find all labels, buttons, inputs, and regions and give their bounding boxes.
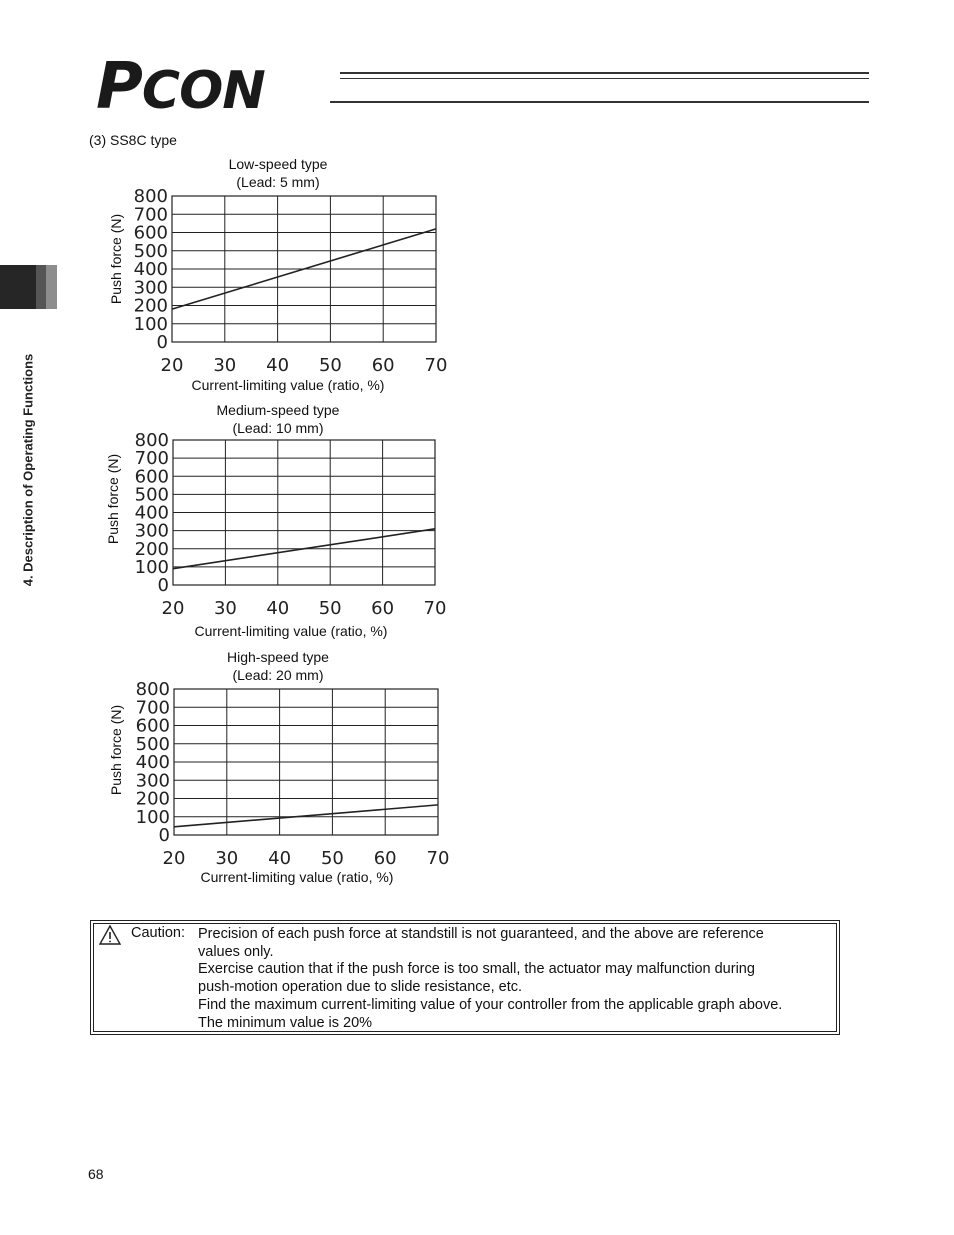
chart-xlabel: Current-limiting value (ratio, %): [194, 623, 388, 639]
caution-text-line: values only.: [198, 944, 274, 960]
y-tick-label: 700: [135, 697, 170, 719]
chapter-side-label: 4. Description of Operating Functions: [20, 353, 36, 587]
header-rule-top: [340, 72, 869, 74]
chart-title-line1: High-speed type: [227, 649, 329, 665]
y-tick-label: 800: [134, 430, 169, 451]
x-tick-label: 30: [213, 598, 237, 619]
header-rule-thin: [340, 78, 869, 79]
chart-xlabel: Current-limiting value (ratio, %): [191, 377, 385, 393]
x-tick-label: 50: [320, 848, 344, 869]
y-tick-label: 500: [135, 733, 170, 755]
chart-title-line2: (Lead: 20 mm): [232, 667, 324, 683]
logo-letter-p: P: [96, 50, 142, 124]
y-tick-label: 600: [133, 222, 168, 244]
logo-letters-con: CON: [141, 61, 265, 121]
chart-high-speed: [130, 678, 460, 878]
series-line: [174, 805, 438, 827]
chart-title-line2: (Lead: 5 mm): [236, 174, 320, 190]
y-tick-label: 300: [134, 520, 169, 542]
chart-title-line1: Low-speed type: [228, 156, 328, 172]
warning-triangle-icon: [98, 924, 122, 946]
y-tick-label: 100: [133, 313, 168, 335]
y-tick-label: 800: [133, 186, 168, 207]
y-tick-label: 200: [134, 538, 169, 560]
y-tick-label: 100: [135, 806, 170, 828]
caution-text-line: push-motion operation due to slide resistance, etc.: [198, 979, 523, 995]
y-tick-label: 800: [135, 679, 170, 700]
y-tick-label: 300: [133, 277, 168, 299]
pcon-logo: [96, 50, 265, 124]
x-tick-label: 40: [266, 598, 290, 619]
y-tick-label: 400: [133, 259, 168, 280]
y-tick-label: 300: [135, 770, 170, 792]
y-tick-label: 0: [157, 575, 169, 596]
page-number: 68: [88, 1166, 104, 1182]
x-tick-label: 60: [371, 355, 395, 376]
chart-xlabel: Current-limiting value (ratio, %): [200, 869, 394, 885]
y-tick-label: 200: [135, 788, 170, 810]
x-tick-label: 70: [424, 355, 448, 376]
x-tick-label: 50: [318, 355, 342, 376]
y-tick-label: 700: [134, 448, 169, 470]
y-tick-label: 400: [134, 502, 169, 524]
y-tick-label: 500: [134, 484, 169, 506]
x-tick-label: 50: [318, 598, 342, 619]
caution-text-line: Precision of each push force at standstill is not guaranteed, and the above are reference: [198, 926, 764, 942]
caution-text-line: Exercise caution that if the push force is too small, the actuator may malfunction during: [198, 961, 755, 977]
y-tick-label: 600: [135, 715, 170, 737]
chart-ylabel: Push force (N): [105, 453, 121, 545]
caution-text-line: Find the maximum current-limiting value of your controller from the applicable graph above.: [198, 997, 783, 1013]
y-tick-label: 0: [156, 332, 168, 353]
x-tick-label: 70: [426, 848, 450, 869]
x-tick-label: 40: [268, 848, 292, 869]
x-tick-label: 20: [160, 355, 184, 376]
chart-ylabel: Push force (N): [108, 704, 124, 796]
caution-label: Caution:: [131, 925, 186, 941]
chapter-tab-mid: [36, 265, 46, 309]
chart-low-speed: [130, 185, 460, 385]
caution-text-line: The minimum value is 20%: [198, 1015, 373, 1031]
y-tick-label: 400: [135, 752, 170, 773]
y-tick-label: 600: [134, 466, 169, 488]
x-tick-label: 60: [373, 848, 397, 869]
chapter-tab-dark: [0, 265, 36, 309]
chart-title-line1: Medium-speed type: [216, 402, 340, 418]
x-tick-label: 20: [161, 598, 185, 619]
header-rule-bottom: [330, 101, 869, 103]
x-tick-label: 40: [266, 355, 290, 376]
chart-medium-speed: [130, 430, 460, 630]
x-tick-label: 70: [423, 598, 447, 619]
chart-title-line2: (Lead: 10 mm): [232, 420, 324, 436]
x-tick-label: 30: [213, 355, 237, 376]
y-tick-label: 0: [158, 825, 170, 846]
y-tick-label: 100: [134, 556, 169, 578]
y-tick-label: 700: [133, 204, 168, 226]
chapter-tab-light: [46, 265, 57, 309]
y-tick-label: 200: [133, 295, 168, 317]
section-heading: (3) SS8C type: [89, 132, 177, 148]
x-tick-label: 60: [371, 598, 395, 619]
chart-ylabel: Push force (N): [108, 213, 124, 305]
x-tick-label: 30: [215, 848, 239, 869]
x-tick-label: 20: [162, 848, 186, 869]
y-tick-label: 500: [133, 240, 168, 262]
